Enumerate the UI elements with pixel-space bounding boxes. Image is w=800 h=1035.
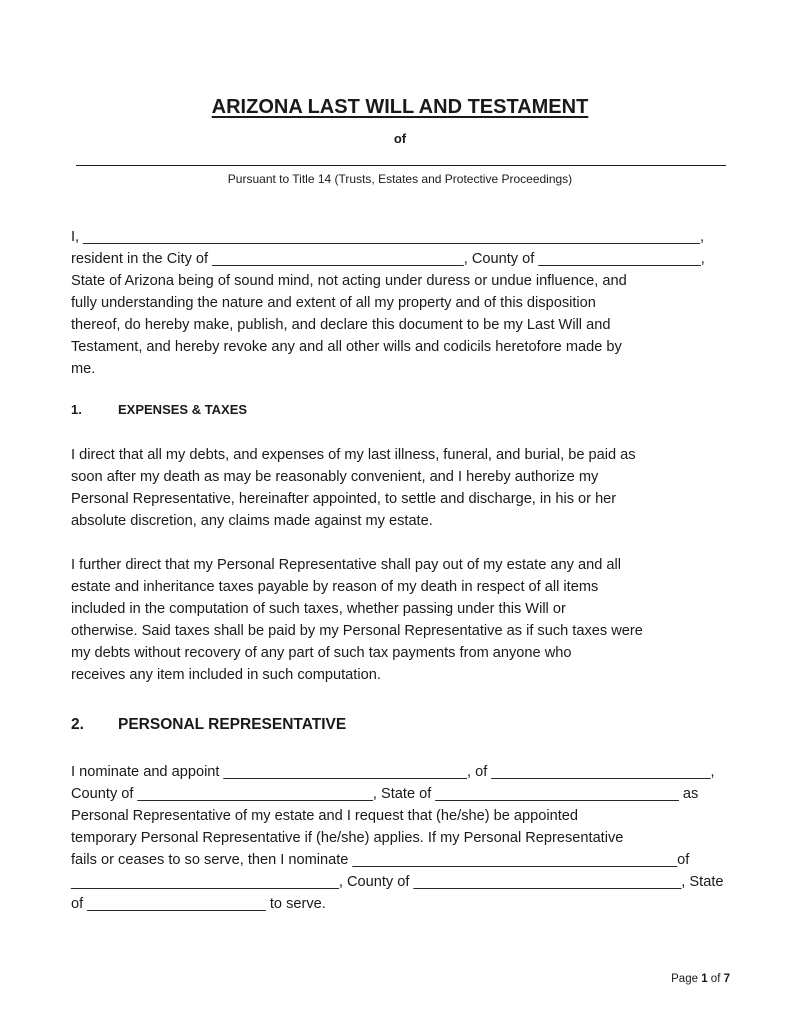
- paragraph-line: I further direct that my Personal Representative shall pay out of my estate any and all: [71, 557, 621, 573]
- page-number-footer: [671, 973, 730, 985]
- paragraph-line: _________________________________, County of _________________________________, State: [71, 874, 724, 890]
- paragraph-line: temporary Personal Representative if (he/she) applies. If my Personal Representative: [71, 830, 624, 846]
- paragraph-line: absolute discretion, any claims made against my estate.: [71, 513, 433, 529]
- section-title: PERSONAL REPRESENTATIVE: [118, 716, 347, 733]
- paragraph-line: receives any item included in such computation.: [71, 667, 381, 683]
- paragraph-line: my debts without recovery of any part of such tax payments from anyone who: [71, 645, 572, 661]
- page-label: Page: [671, 973, 698, 985]
- intro-line: thereof, do hereby make, publish, and declare this document to be my Last Will and: [71, 317, 611, 333]
- paragraph-line: County of _____________________________, State of ______________________________ as: [71, 786, 699, 802]
- paragraph-line: otherwise. Said taxes shall be paid by my Personal Representative as if such taxes were: [71, 623, 643, 639]
- paragraph-line: I direct that all my debts, and expenses of my last illness, funeral, and burial, be paid as: [71, 447, 636, 463]
- paragraph-line: Personal Representative of my estate and I request that (he/she) be appointed: [71, 808, 579, 824]
- expenses-paragraph: [71, 444, 731, 532]
- section-number: 2.: [71, 716, 84, 733]
- taxes-paragraph: [71, 554, 731, 686]
- testator-name-line: [76, 165, 726, 166]
- of-label: of: [393, 131, 407, 146]
- intro-line: Testament, and hereby revoke any and all other wills and codicils heretofore made by: [71, 339, 622, 355]
- section-title: EXPENSES & TAXES: [118, 402, 248, 417]
- paragraph-line: I nominate and appoint ______________________________, of ___________________________,: [71, 764, 715, 780]
- total-pages: 7: [723, 973, 730, 985]
- section-2-heading: [71, 716, 346, 734]
- intro-line: me.: [71, 361, 96, 377]
- paragraph-line: fails or ceases to so serve, then I nominate ________________________________________of: [71, 852, 690, 868]
- intro-paragraph: [71, 226, 731, 380]
- intro-line: resident in the City of _______________________________, County of ____________________,: [71, 251, 705, 267]
- current-page: 1: [701, 973, 708, 985]
- paragraph-line: of ______________________ to serve.: [71, 896, 326, 912]
- pursuant-subtitle: Pursuant to Title 14 (Trusts, Estates and Protective Proceedings): [227, 172, 573, 186]
- intro-line: fully understanding the nature and extent of all my property and of this disposition: [71, 295, 596, 311]
- section-1-heading: [71, 402, 247, 417]
- representative-paragraph: [71, 761, 731, 915]
- paragraph-line: estate and inheritance taxes payable by reason of my death in respect of all items: [71, 579, 599, 595]
- page-of-label: of: [710, 973, 721, 985]
- paragraph-line: soon after my death as may be reasonably convenient, and I hereby authorize my: [71, 469, 599, 485]
- section-number: 1.: [71, 402, 82, 417]
- paragraph-line: included in the computation of such taxes, whether passing under this Will or: [71, 601, 566, 617]
- intro-line: State of Arizona being of sound mind, not acting under duress or undue influence, and: [71, 273, 627, 289]
- document-title: ARIZONA LAST WILL AND TESTAMENT: [211, 96, 589, 118]
- paragraph-line: Personal Representative, hereinafter appointed, to settle and discharge, in his or her: [71, 491, 617, 507]
- intro-line: I, ____________________________________________________________________________,: [71, 229, 705, 245]
